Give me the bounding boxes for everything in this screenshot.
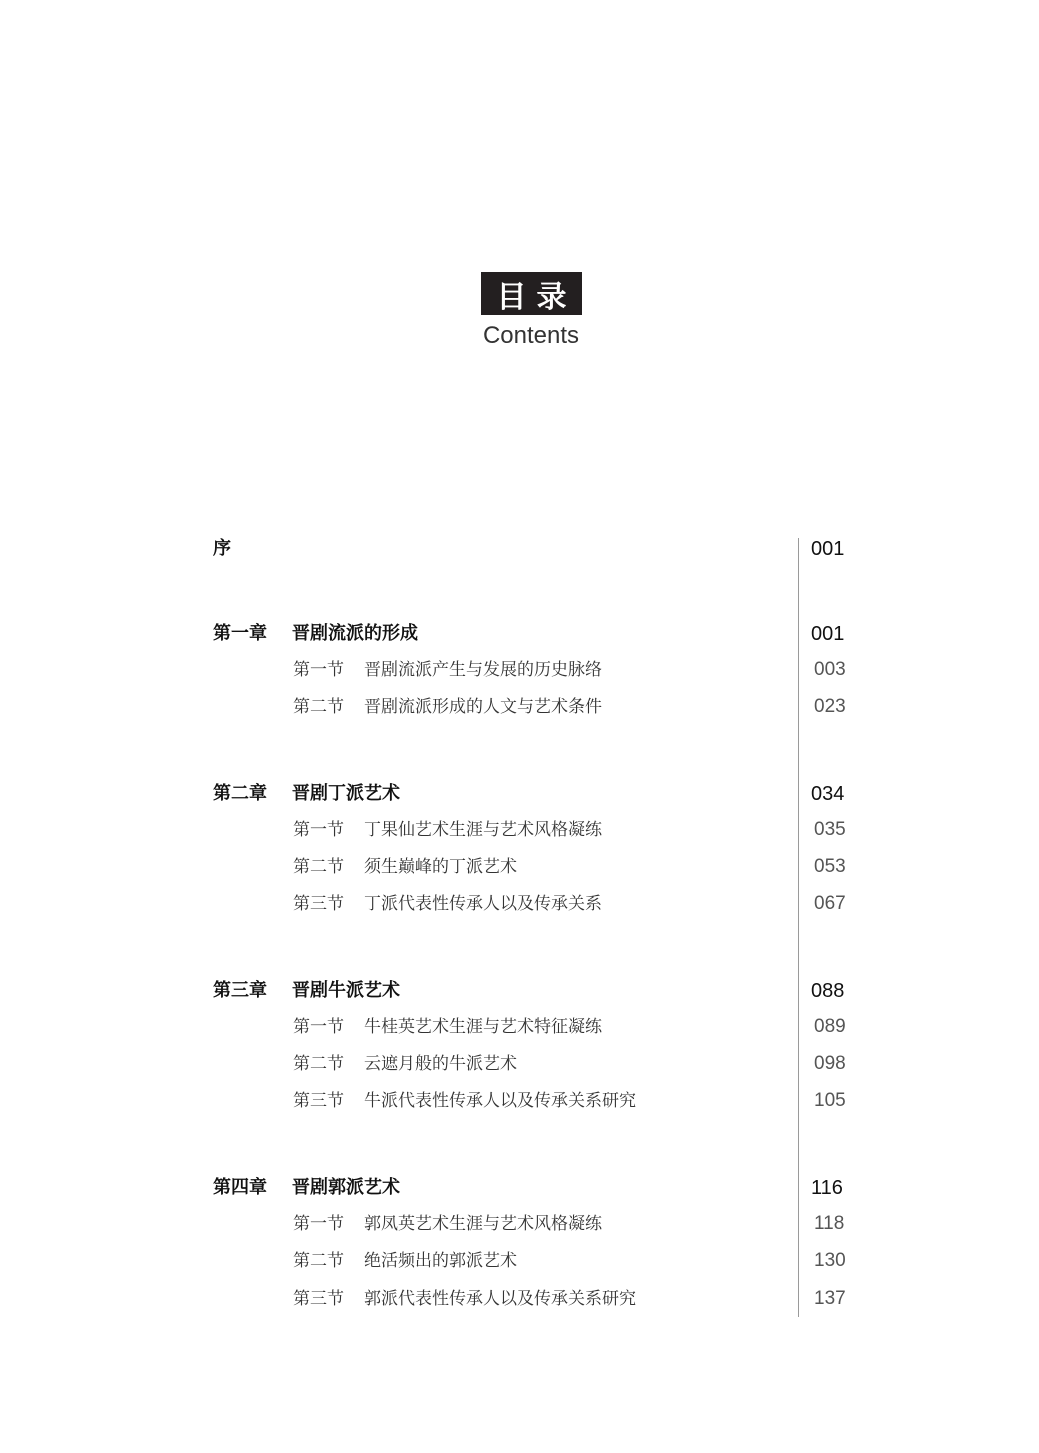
- section-title: 郭凤英艺术生涯与艺术风格凝练: [364, 1214, 602, 1234]
- section-label: 第三节: [293, 1091, 344, 1111]
- toc-section: [0, 1086, 1039, 1116]
- section-title: 云遮月般的牛派艺术: [364, 1054, 517, 1074]
- section-label: 第一节: [293, 820, 344, 840]
- toc-subtitle: Contents: [482, 322, 580, 349]
- toc-chapter: [0, 1173, 1039, 1203]
- section-label: 第二节: [293, 857, 344, 877]
- preface-page: 001: [811, 538, 845, 560]
- toc-section: [0, 692, 1039, 722]
- section-title: 丁果仙艺术生涯与艺术风格凝练: [364, 820, 602, 840]
- toc-chapter: [0, 779, 1039, 809]
- section-label: 第二节: [293, 1054, 344, 1074]
- chapter-label: 第二章: [213, 783, 267, 804]
- section-page: 003: [814, 659, 846, 680]
- chapter-page: 116: [811, 1177, 843, 1199]
- toc-section: [0, 1049, 1039, 1079]
- chapter-label: 第四章: [213, 1177, 267, 1198]
- section-label: 第一节: [293, 660, 344, 680]
- chapter-title: 晋剧丁派艺术: [292, 783, 400, 804]
- section-page: 089: [814, 1016, 846, 1037]
- section-page: 067: [814, 893, 846, 914]
- section-title: 牛派代表性传承人以及传承关系研究: [364, 1091, 636, 1111]
- toc-section: [0, 815, 1039, 845]
- toc-section: [0, 1246, 1039, 1276]
- section-page: 023: [814, 696, 846, 717]
- chapter-page: 001: [811, 623, 845, 645]
- chapter-page: 034: [811, 783, 845, 805]
- chapter-title: 晋剧郭派艺术: [292, 1177, 400, 1198]
- section-page: 035: [814, 819, 846, 840]
- section-label: 第三节: [293, 894, 344, 914]
- toc-chapter: [0, 619, 1039, 649]
- chapter-label: 第三章: [213, 980, 267, 1001]
- section-title: 晋剧流派形成的人文与艺术条件: [364, 697, 602, 717]
- toc-title: 目录: [481, 272, 582, 315]
- toc-entry-preface: [0, 534, 1039, 564]
- toc-section: [0, 852, 1039, 882]
- toc-section: [0, 1284, 1039, 1314]
- toc-section: [0, 889, 1039, 919]
- section-page: 098: [814, 1053, 846, 1074]
- toc-section: [0, 1209, 1039, 1239]
- chapter-title: 晋剧牛派艺术: [292, 980, 400, 1001]
- section-page: 105: [814, 1090, 846, 1111]
- section-page: 118: [814, 1213, 845, 1234]
- section-label: 第三节: [293, 1289, 344, 1309]
- section-page: 137: [814, 1288, 846, 1309]
- chapter-label: 第一章: [213, 623, 267, 644]
- section-label: 第一节: [293, 1017, 344, 1037]
- section-label: 第一节: [293, 1214, 344, 1234]
- toc-chapter: [0, 976, 1039, 1006]
- preface-label: 序: [213, 538, 231, 559]
- section-label: 第二节: [293, 697, 344, 717]
- section-title: 郭派代表性传承人以及传承关系研究: [364, 1289, 636, 1309]
- section-title: 丁派代表性传承人以及传承关系: [364, 894, 602, 914]
- section-title: 牛桂英艺术生涯与艺术特征凝练: [364, 1017, 602, 1037]
- section-page: 130: [814, 1250, 846, 1271]
- section-label: 第二节: [293, 1251, 344, 1271]
- section-title: 须生巅峰的丁派艺术: [364, 857, 517, 877]
- toc-section: [0, 1012, 1039, 1042]
- section-title: 晋剧流派产生与发展的历史脉络: [364, 660, 602, 680]
- section-page: 053: [814, 856, 846, 877]
- toc-section: [0, 655, 1039, 685]
- chapter-page: 088: [811, 980, 845, 1002]
- section-title: 绝活频出的郭派艺术: [364, 1251, 517, 1271]
- chapter-title: 晋剧流派的形成: [292, 623, 418, 644]
